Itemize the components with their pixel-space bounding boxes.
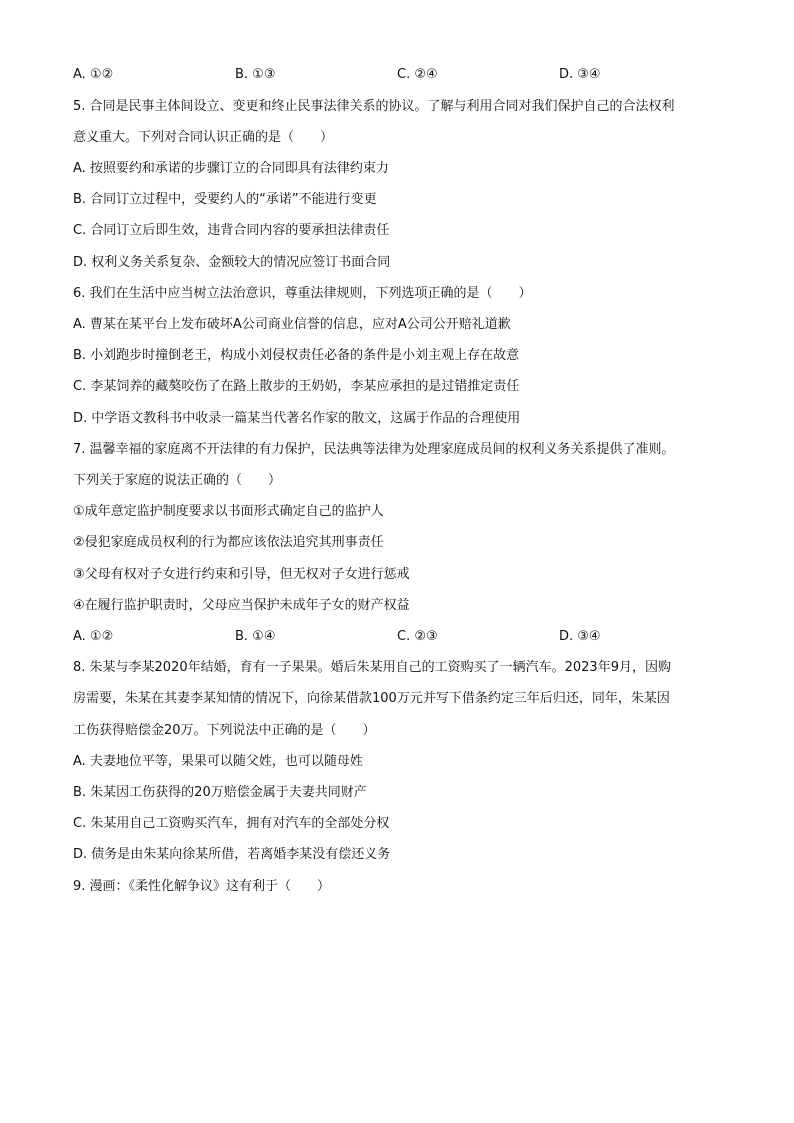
- q8-stem-line2: 房需要，朱某在其妻李某知情的情况下，向徐某借款100万元并写下借条约定三年后归还，同年，朱某因: [73, 691, 670, 706]
- q7-options-row: [73, 627, 733, 647]
- q8-option-d: D. 债务是由朱某向徐某所借，若离婚李某没有偿还义务: [73, 847, 391, 862]
- q5-option-a: A. 按照要约和承诺的步骤订立的合同即具有法律约束力: [73, 161, 389, 176]
- q7-option-a: A. ①②: [73, 629, 114, 644]
- q7-option-c: C. ②③: [397, 629, 438, 644]
- q8-option-b: B. 朱某因工伤获得的20万赔偿金属于夫妻共同财产: [73, 785, 367, 800]
- q6-stem: 6. 我们在生活中应当树立法治意识，尊重法律规则，下列选项正确的是（ ）: [73, 286, 532, 301]
- q8-option-c: C. 朱某用自己工资购买汽车，拥有对汽车的全部处分权: [73, 816, 390, 831]
- q9-stem: 9. 漫画：《柔性化解争议》这有利于（ ）: [73, 879, 331, 894]
- q5-option-d: D. 权利义务关系复杂、金额较大的情况应签订书面合同: [73, 255, 391, 270]
- q7-statement-2: ②侵犯家庭成员权利的行为都应该依法追究其刑事责任: [73, 535, 384, 550]
- q6-option-c: C. 李某饲养的藏獒咬伤了在路上散步的王奶奶，李某应承担的是过错推定责任: [73, 379, 520, 394]
- q6-option-b: B. 小刘跑步时撞倒老王，构成小刘侵权责任必备的条件是小刘主观上存在故意: [73, 348, 520, 363]
- q8-option-a: A. 夫妻地位平等，果果可以随父姓，也可以随母姓: [73, 754, 363, 769]
- q7-statement-3: ③父母有权对子女进行约束和引导，但无权对子女进行惩戒: [73, 567, 410, 582]
- q5-stem-line1: 5. 合同是民事主体间设立、变更和终止民事法律关系的协议。了解与利用合同对我们保护自己的合法权利: [73, 99, 675, 114]
- q5-option-b: B. 合同订立过程中，受要约人的“承诺”不能进行变更: [73, 192, 377, 207]
- q4-option-d: D. ③④: [559, 67, 601, 82]
- q6-option-d: D. 中学语文教科书中收录一篇某当代著名作家的散文，这属于作品的合理使用: [73, 411, 521, 426]
- q4-option-c: C. ②④: [397, 67, 438, 82]
- q7-option-d: D. ③④: [559, 629, 601, 644]
- q6-option-a: A. 曹某在某平台上发布破坏A公司商业信誉的信息，应对A公司公开赔礼道歉: [73, 317, 511, 332]
- q5-option-c: C. 合同订立后即生效，违背合同内容的要承担法律责任: [73, 223, 390, 238]
- q5-stem-line2: 意义重大。下列对合同认识正确的是（ ）: [73, 130, 334, 145]
- q4-option-a: A. ①②: [73, 67, 114, 82]
- q4-option-b: B. ①③: [235, 67, 276, 82]
- q7-stem-line2: 下列关于家庭的说法正确的（ ）: [73, 473, 282, 488]
- q7-statement-1: ①成年意定监护制度要求以书面形式确定自己的监护人: [73, 504, 384, 519]
- q4-options-row: [73, 65, 733, 85]
- q7-stem-line1: 7. 温馨幸福的家庭离不开法律的有力保护，民法典等法律为处理家庭成员间的权利义务关系提供了准则。: [73, 442, 675, 457]
- q8-stem-line1: 8. 朱某与李某2020年结婚，育有一子果果。婚后朱某用自己的工资购买了一辆汽车。2023年9月，因购: [73, 660, 671, 675]
- q7-option-b: B. ①④: [235, 629, 276, 644]
- q8-stem-line3: 工伤获得赔偿金20万。下列说法中正确的是（ ）: [73, 723, 376, 738]
- q7-statement-4: ④在履行监护职责时，父母应当保护未成年子女的财产权益: [73, 598, 410, 613]
